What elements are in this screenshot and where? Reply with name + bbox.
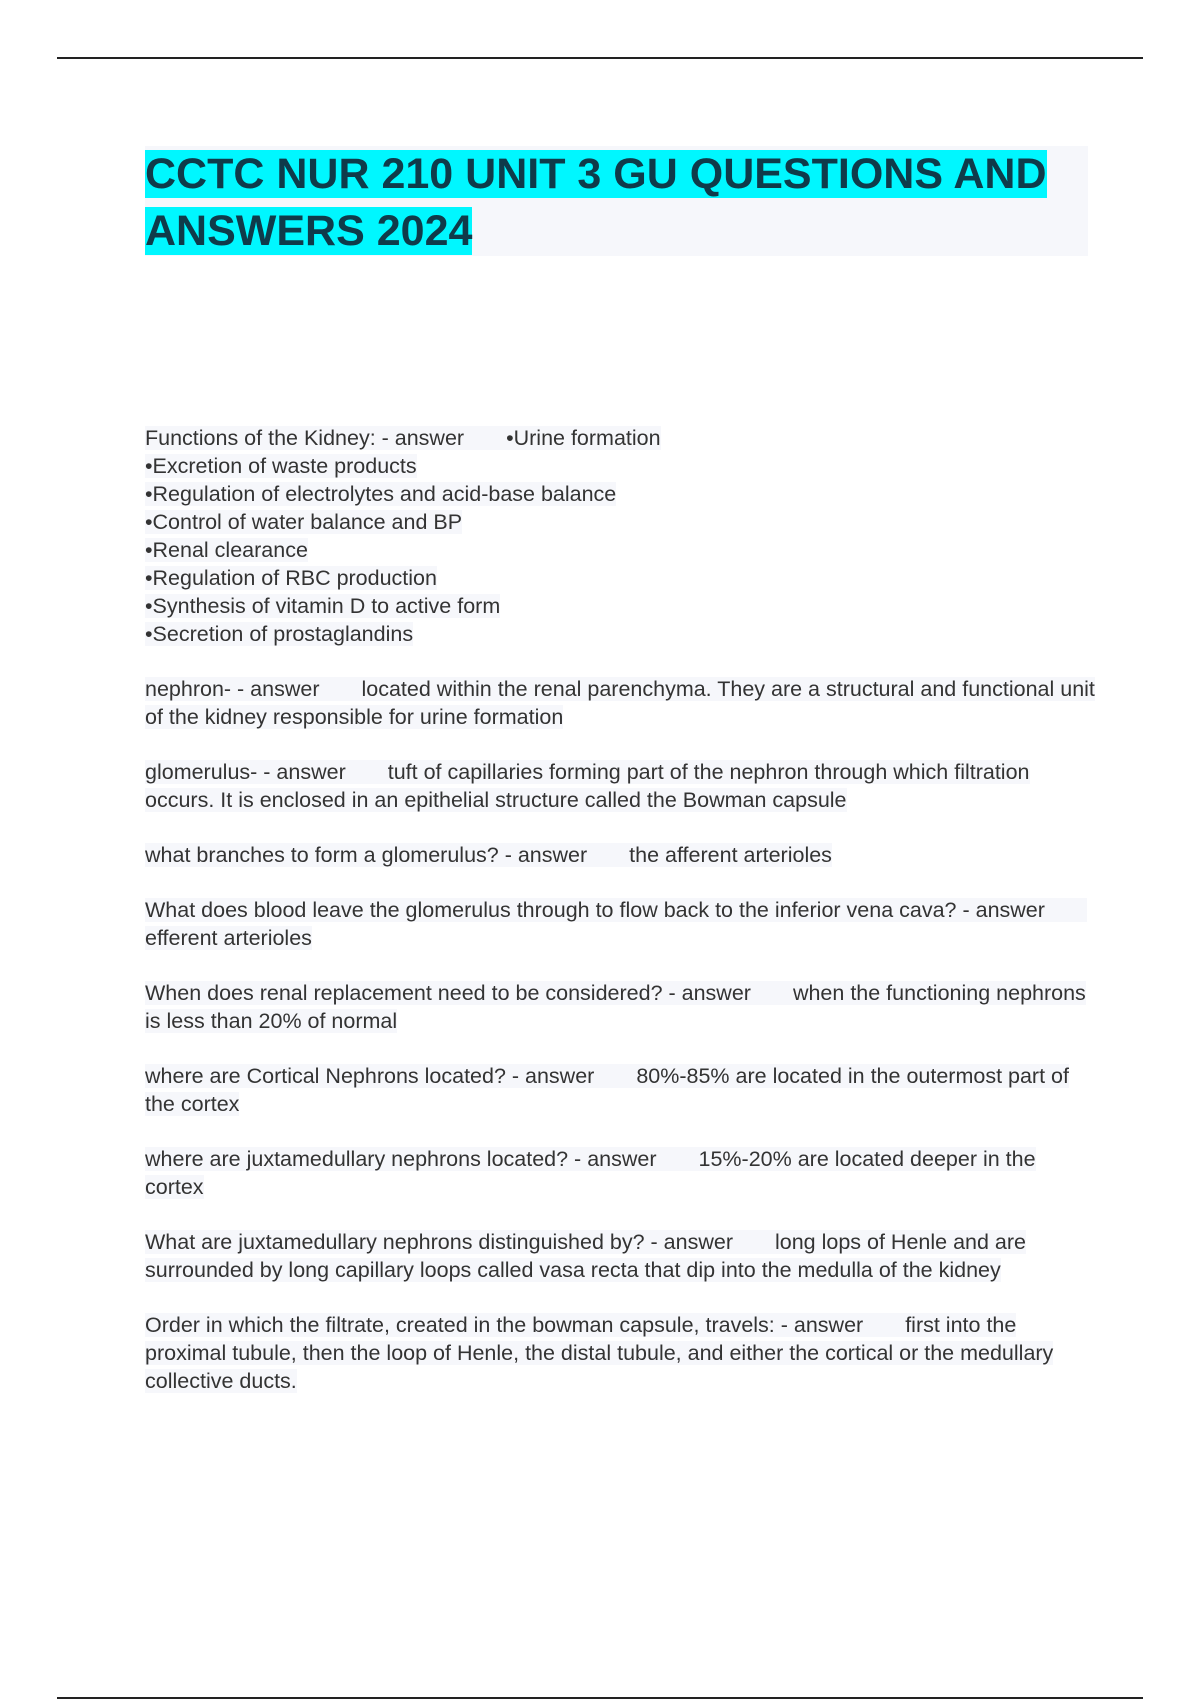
qa-entry [145,896,1095,952]
list-item: •Excretion of waste products [145,454,417,478]
list-item: •Regulation of RBC production [145,566,437,590]
qa-question: Functions of the Kidney: - answer [145,426,465,450]
qa-question: What does blood leave the glomerulus through to flow back to the inferior vena cava? - answer [145,898,1045,922]
qa-answer: •Urine formation [506,426,661,450]
qa-answer: long lops of Henle and are surrounded by long capillary loops called vasa recta that dip into the medulla of the kidney [145,1230,1026,1282]
qa-question: where are juxtamedullary nephrons located? - answer [145,1147,657,1171]
list-item: •Synthesis of vitamin D to active form [145,594,501,618]
qa-answer: located within the renal parenchyma. They are a structural and functional unit of the kidney responsible for urine formation [145,677,1095,729]
qa-entry [145,758,1095,814]
title-block [145,146,1088,256]
qa-entry [145,1145,1095,1201]
qa-answer: tuft of capillaries forming part of the nephron through which filtration occurs. It is enclosed in an epithelial structure called the Bowman capsule [145,760,1030,812]
qa-answer: 80%-85% are located in the outermost part of the cortex [145,1064,1069,1116]
footer-rule [57,1697,1143,1699]
qa-question: When does renal replacement need to be considered? - answer [145,981,751,1005]
qa-question: where are Cortical Nephrons located? - answer [145,1064,595,1088]
list-item: •Control of water balance and BP [145,510,463,534]
list-item: •Regulation of electrolytes and acid-base balance [145,482,617,506]
qa-first-line [145,424,1095,452]
qa-question: Order in which the filtrate, created in the bowman capsule, travels: - answer [145,1313,864,1337]
qa-answer: the afferent arterioles [629,843,832,867]
qa-question: glomerulus- - answer [145,760,346,784]
qa-entry-kidney-functions [145,424,1095,648]
list-item: •Secretion of prostaglandins [145,622,414,646]
qa-question: what branches to form a glomerulus? - answer [145,843,588,867]
qa-answer: when the functioning nephrons is less than 20% of normal [145,981,1086,1033]
page-title [145,146,1088,260]
qa-entry [145,675,1095,731]
list-item: •Renal clearance [145,538,308,562]
title-highlight: CCTC NUR 210 UNIT 3 GU QUESTIONS AND ANSWERS 2024 [145,150,1047,255]
qa-entry [145,1062,1095,1118]
header-rule [57,57,1143,59]
qa-entry [145,1311,1095,1395]
qa-answer: efferent arterioles [145,926,312,950]
qa-answer: first into the proximal tubule, then the loop of Henle, the distal tubule, and either the cortical or the medullary collective ducts. [145,1313,1054,1393]
qa-content [145,424,1095,1422]
qa-entry [145,1228,1095,1284]
qa-question: What are juxtamedullary nephrons distinguished by? - answer [145,1230,733,1254]
qa-question: nephron- - answer [145,677,320,701]
qa-entry [145,979,1095,1035]
qa-entry [145,841,1095,869]
qa-answer: 15%-20% are located deeper in the cortex [145,1147,1036,1199]
